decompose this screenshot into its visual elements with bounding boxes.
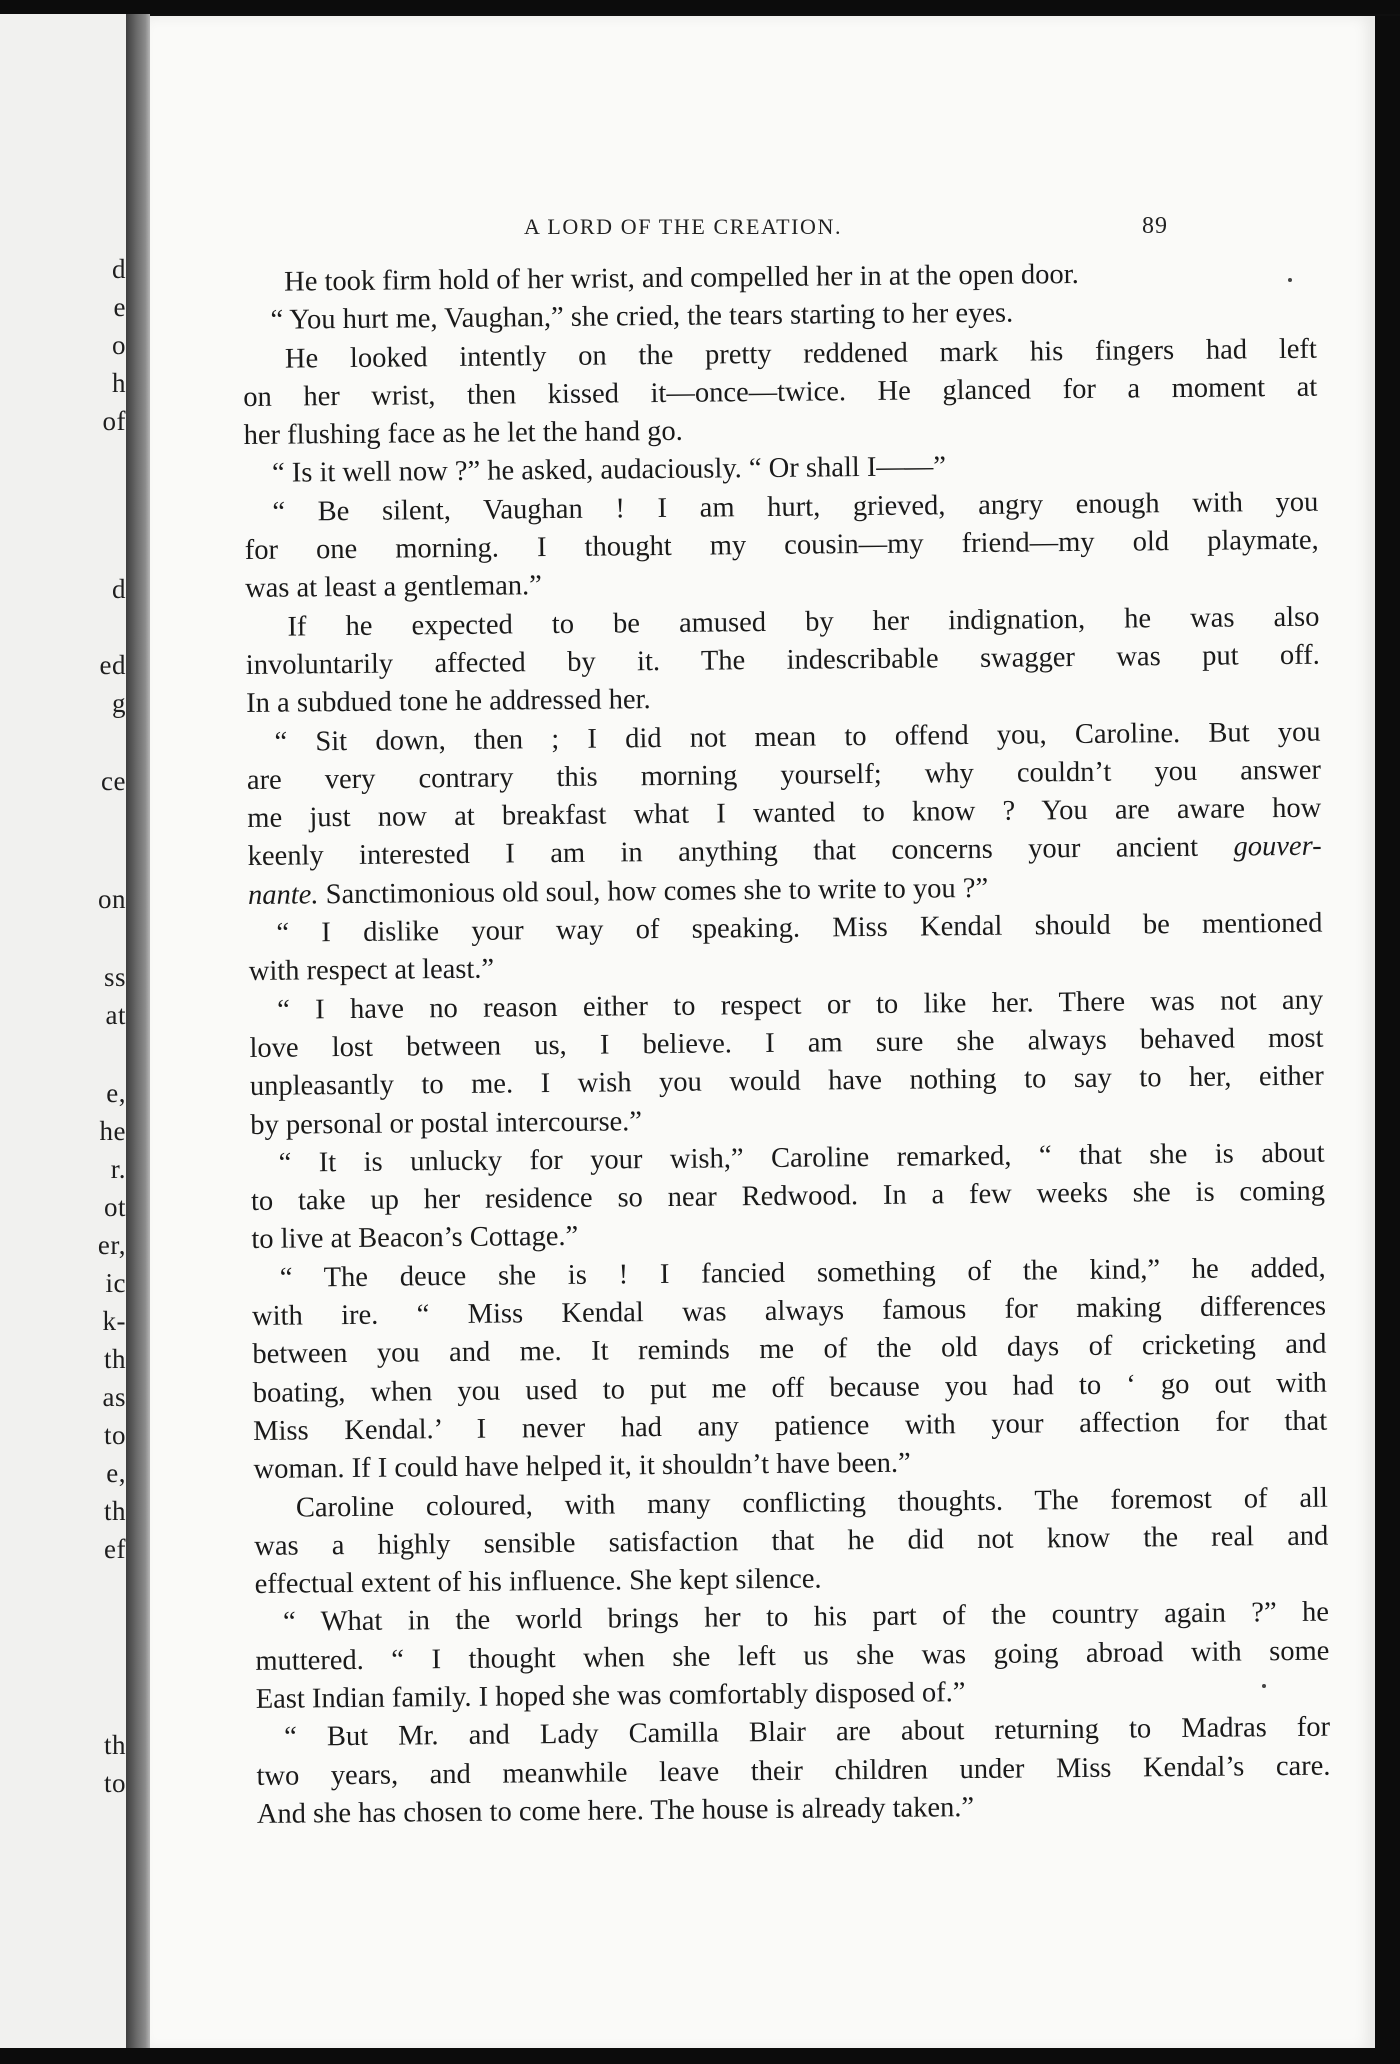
facing-page-fragment: er, <box>97 1230 126 1260</box>
text-line: are very contrary this morning yourself; why couldn’t you answer <box>246 754 1322 796</box>
body-text <box>242 254 1331 1874</box>
text-line: And she has chosen to come here. The house is already taken.” <box>256 1791 975 1830</box>
text-line: He looked intently on the pretty reddened mark his fingers had left <box>284 333 1318 375</box>
paragraph <box>252 1249 1328 1489</box>
running-title: A LORD OF THE CREATION. <box>524 214 843 239</box>
paragraph <box>254 1479 1329 1604</box>
facing-page-fragment: r. <box>110 1154 126 1184</box>
text-line: between you and me. It reminds me of the old days of cricketing and <box>252 1328 1327 1371</box>
paragraph <box>245 598 1320 723</box>
text-line: for one morning. I thought my cousin—my friend—my old playmate, <box>244 524 1319 567</box>
running-head <box>150 214 1375 250</box>
facing-page-fragment: ce <box>101 766 126 796</box>
scan-bottom-border <box>0 2048 1400 2064</box>
paragraph <box>250 1134 1325 1259</box>
facing-page-fragment: ss <box>103 962 126 992</box>
facing-page-fragment: e, <box>106 1458 126 1488</box>
text-line: Caroline coloured, with many conflicting thoughts. The foremost of all <box>295 1482 1329 1524</box>
text-line: with ire. “ Miss Kendal was always famous for making differences <box>251 1290 1327 1332</box>
facing-page-fragment: on <box>98 884 126 914</box>
text-line: boating, when you used to put me off because you had to ‘ go out with <box>252 1367 1327 1409</box>
text-line: love lost between us, I believe. I am sure she always behaved most <box>249 1022 1324 1064</box>
facing-page-fragment: he <box>99 1116 126 1146</box>
text-line: “ I have no reason either to respect or to like her. There was not any <box>277 984 1324 1026</box>
text-line: two years, and meanwhile leave their children under Miss Kendal’s care. <box>256 1750 1331 1792</box>
facing-page-fragment: th <box>103 1496 126 1526</box>
text-line: “ What in the world brings her to his part of the country again ?” he <box>282 1597 1330 1639</box>
text-line: woman. If I could have helped it, it shouldn’t have been.” <box>253 1447 911 1486</box>
facing-page-fragment: ic <box>105 1268 126 1298</box>
text-line: In a subdued tone he addressed her. <box>246 684 651 720</box>
text-line: unpleasantly to me. I wish you would have nothing to say to her, either <box>249 1060 1324 1103</box>
facing-page-fragment: g <box>112 688 126 718</box>
paragraph <box>256 1709 1331 1834</box>
paragraph <box>255 1594 1330 1719</box>
facing-page-fragment: to <box>103 1768 126 1798</box>
text-line: “ It is unlucky for your wish,” Caroline remarked, “ that she is about <box>278 1137 1325 1179</box>
facing-page-fragment: ef <box>104 1534 126 1564</box>
text-line: “ Is it well now ?” he asked, audaciously. “ Or shall I——” <box>271 451 947 490</box>
facing-page-fragment: ed <box>99 650 126 680</box>
facing-page-fragment: k- <box>102 1306 126 1336</box>
facing-page-fragment: th <box>103 1344 126 1374</box>
text-line: with respect at least.” <box>248 953 495 988</box>
facing-page-fragment: d <box>112 254 126 284</box>
book-page <box>150 16 1375 2050</box>
paragraph <box>243 330 1318 455</box>
text-line: keenly interested I am in anything that concerns your ancient gouver- <box>247 831 1322 873</box>
facing-page-fragment: at <box>105 1000 126 1030</box>
facing-page-fragment: e <box>113 292 126 322</box>
scan-top-border <box>0 0 1400 14</box>
paragraph <box>246 713 1322 915</box>
paragraph <box>249 981 1324 1144</box>
text-line: involuntarily affected by it. The indescribable swagger was put off. <box>245 639 1320 681</box>
text-line: nante. Sanctimonious old soul, how comes she to write to you ?” <box>247 872 989 911</box>
text-line: He took firm hold of her wrist, and compelled her in at the open door. <box>284 258 1079 298</box>
paragraph <box>248 905 1323 992</box>
text-line: her flushing face as he let the hand go. <box>243 415 683 452</box>
text-line: to take up her residence so near Redwood. In a few weeks she is coming <box>250 1175 1326 1218</box>
text-line: “ You hurt me, Vaughan,” she cried, the tears starting to her eyes. <box>270 297 1014 337</box>
text-line: was a highly sensible satisfaction that he did not know the real and <box>254 1520 1329 1562</box>
facing-page-fragment: h <box>112 368 126 398</box>
text-line: to live at Beacon’s Cottage.” <box>251 1221 579 1256</box>
text-line: effectual extent of his influence. She kept silence. <box>254 1563 822 1601</box>
facing-page-fragment: d <box>112 574 126 604</box>
text-line: Miss Kendal.’ I never had any patience with your affection for that <box>253 1405 1328 1447</box>
facing-page-fragment: ot <box>103 1192 126 1222</box>
text-line: East Indian family. I hoped she was comfortably disposed of.” <box>255 1677 966 1715</box>
scan-right-border <box>1375 16 1400 2064</box>
text-line: “ Be silent, Vaughan ! I am hurt, grieved, angry enough with you <box>272 486 1319 528</box>
facing-page-fragment: of <box>102 406 126 436</box>
page-number: 89 <box>1142 213 1168 239</box>
text-line: was at least a gentleman.” <box>244 570 543 605</box>
facing-page-fragment: as <box>102 1382 126 1412</box>
paragraph <box>244 483 1319 608</box>
text-line: on her wrist, then kissed it—once—twice. He glanced for a moment at <box>243 371 1318 413</box>
text-line: “ But Mr. and Lady Camilla Blair are about returning to Madras for <box>283 1711 1331 1753</box>
text-line: me just now at breakfast what I wanted to know ? You are aware how <box>247 792 1322 835</box>
book-spine-gutter <box>126 14 150 2048</box>
text-line: If he expected to be amused by her indignation, he was also <box>287 601 1320 643</box>
facing-page-fragment: to <box>103 1420 126 1450</box>
facing-page-fragment: e, <box>106 1078 126 1108</box>
text-line: “ Sit down, then ; I did not mean to offend you, Caroline. But you <box>274 716 1321 758</box>
facing-page-fragment: o <box>112 330 126 360</box>
text-line: “ I dislike your way of speaking. Miss Kendal should be mentioned <box>276 907 1323 949</box>
text-line: by personal or postal intercourse.” <box>250 1105 643 1141</box>
facing-page-edge <box>0 14 126 2048</box>
text-line: muttered. “ I thought when she left us she was going abroad with some <box>255 1635 1330 1677</box>
facing-page-fragment: th <box>103 1730 126 1760</box>
text-line: “ The deuce she is ! I fancied something of the kind,” he added, <box>279 1252 1326 1294</box>
